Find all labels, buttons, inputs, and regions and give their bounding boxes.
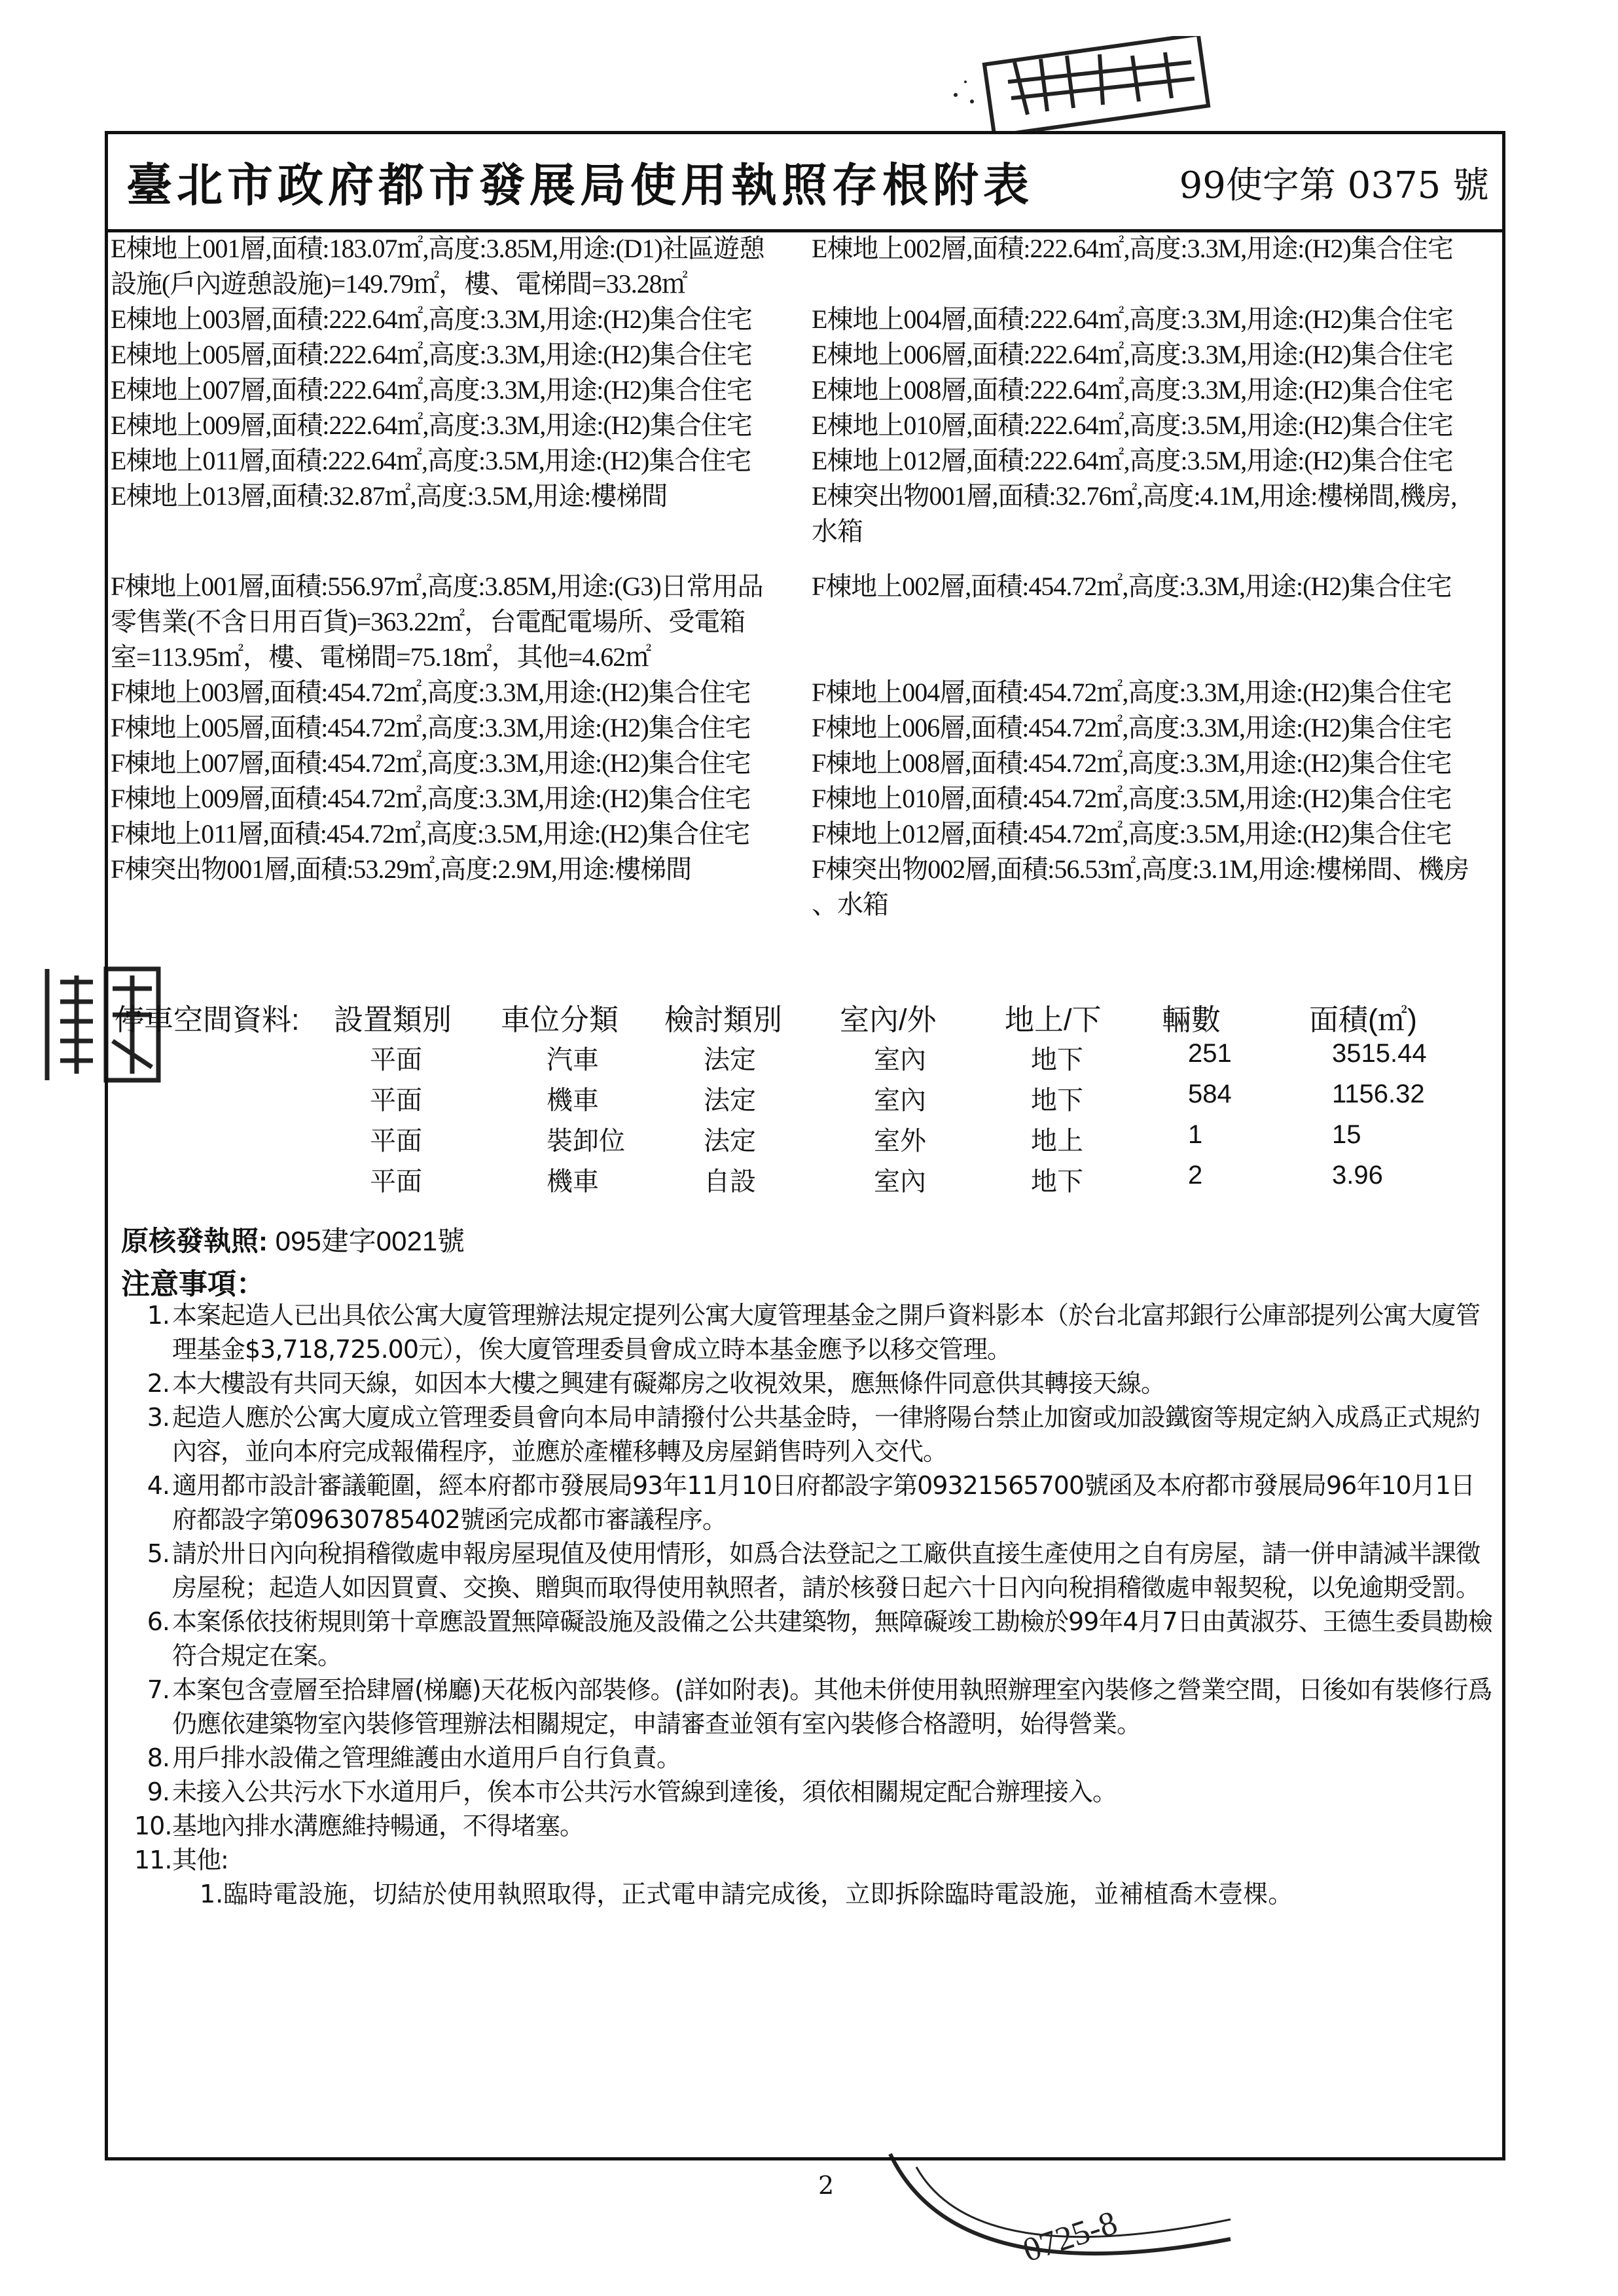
floor-entry-line: F棟地上010層,面積:454.72㎡,高度:3.5M,用途:(H2)集合住宅 <box>812 784 1452 813</box>
floor-entry-line: E棟地上002層,面積:222.64㎡,高度:3.3M,用途:(H2)集合住宅 <box>812 234 1453 263</box>
list-item <box>134 1775 1492 1809</box>
notes-title: 注意事項： <box>121 1268 265 1300</box>
table-cell: 室內 <box>874 1046 926 1074</box>
table-cell: 平面 <box>370 1127 422 1156</box>
list-item <box>134 1366 1492 1400</box>
floor-entry-right <box>812 302 1499 337</box>
floor-entry-line: F棟突出物001層,面積:53.29㎡,高度:2.9M,用途:樓梯間 <box>111 854 692 884</box>
table-cell: 裝卸位 <box>547 1127 625 1156</box>
table-row <box>108 1120 1502 1161</box>
note-text: 請於卅日內向稅捐稽徵處申報房屋現值及使用情形，如爲合法登記之工廠供直接生產使用之自有房屋，請一併申請減半課徵房屋稅；起造人如因買賣、交換、贈與而取得使用執照者，請於核發日起六十日內向稅捐稽徵處申報契稅，以免逾期受罰。 <box>172 1539 1481 1602</box>
floor-entry-left <box>111 443 811 479</box>
floor-entry-left <box>111 569 811 675</box>
list-item <box>134 1298 1492 1366</box>
floor-entry-line: 、水箱 <box>812 890 888 919</box>
floor-entry-line: E棟地上012層,面積:222.64㎡,高度:3.5M,用途:(H2)集合住宅 <box>812 446 1453 475</box>
floor-entry-left <box>111 373 811 408</box>
floor-row <box>108 781 1502 816</box>
table-cell: 平面 <box>370 1086 422 1115</box>
parking-table <box>108 1039 1502 1201</box>
floor-entry-left <box>111 302 811 337</box>
table-cell: 室內 <box>874 1086 926 1115</box>
floor-entry-right <box>812 675 1499 710</box>
note-text: 本大樓設有共同天線，如因本大樓之興建有礙鄰房之收視效果，應無條件同意供其轉接天線。 <box>172 1369 1166 1398</box>
list-item <box>134 1673 1492 1741</box>
floor-entry-line: E棟地上004層,面積:222.64㎡,高度:3.3M,用途:(H2)集合住宅 <box>812 304 1453 334</box>
table-cell: 室內 <box>874 1167 926 1196</box>
floor-entry-line: 室=113.95㎡，樓、電梯間=75.18㎡，其他=4.62㎡ <box>111 642 651 672</box>
note-text: 適用都市設計審議範圍，經本府都市發展局93年11月10日府都設字第09321565700號函及本府都市發展局96年10月1日府都設字第09630785402號函完成都市審議程序。 <box>172 1471 1475 1534</box>
floor-entry-line: E棟突出物001層,面積:32.76㎡,高度:4.1M,用途:樓梯間,機房, <box>812 481 1457 511</box>
note-text: 本案包含壹層至拾肆層(梯廳)天花板內部裝修。(詳如附表)。其他未併使用執照辦理室內裝修之營業空間，日後如有裝修行爲仍應依建築物室內裝修管理辦法相關規定，申請審查並領有室內裝修合格證明，始得營業。 <box>172 1675 1492 1738</box>
floor-entry-line: F棟地上011層,面積:454.72㎡,高度:3.5M,用途:(H2)集合住宅 <box>111 819 750 848</box>
floor-row <box>108 710 1502 746</box>
note-number: 9. <box>147 1777 170 1806</box>
floor-entry-line: E棟地上011層,面積:222.64㎡,高度:3.5M,用途:(H2)集合住宅 <box>111 446 751 475</box>
floor-entry-line: 零售業(不含日用百貨)=363.22㎡，台電配電場所、受電箱 <box>111 607 746 636</box>
floor-row <box>108 408 1502 443</box>
list-item <box>134 1400 1492 1468</box>
table-cell: 2 <box>1188 1161 1203 1190</box>
table-cell: 3.96 <box>1332 1161 1383 1190</box>
floor-entry-right <box>812 569 1499 604</box>
floor-entry-right <box>812 710 1499 746</box>
floor-entry-line: E棟地上013層,面積:32.87㎡,高度:3.5M,用途:樓梯間 <box>111 481 668 511</box>
floor-entry-line: F棟地上008層,面積:454.72㎡,高度:3.3M,用途:(H2)集合住宅 <box>812 748 1452 778</box>
floor-row <box>108 302 1502 337</box>
list-item <box>134 1809 1492 1843</box>
page-title: 臺北市政府都市發展局使用執照存根附表 <box>126 158 1034 212</box>
note-number: 7. <box>147 1675 170 1704</box>
table-row <box>108 1161 1502 1201</box>
table-cell: 自設 <box>704 1167 756 1196</box>
floor-entry-right <box>812 746 1499 781</box>
floor-row <box>108 852 1502 922</box>
note-number: 4. <box>147 1471 170 1500</box>
note-number: 5. <box>147 1539 170 1568</box>
parking-col-header: 設置類別 <box>334 1003 452 1036</box>
floor-entry-left <box>111 710 811 746</box>
floor-entry-line: E棟地上001層,面積:183.07㎡,高度:3.85M,用途:(D1)社區遊憩 <box>111 234 764 263</box>
note-number: 1. <box>147 1301 170 1330</box>
table-cell: 法定 <box>704 1127 756 1156</box>
note-text: 未接入公共污水下水道用戶，俟本市公共污水管線到達後，須依相關規定配合辦理接入。 <box>172 1777 1117 1806</box>
floor-entry-left <box>111 408 811 443</box>
table-cell: 平面 <box>370 1167 422 1196</box>
received-stamp <box>877 2141 1244 2291</box>
note-text: 本案係依技術規則第十章應設置無障礙設施及設備之公共建築物，無障礙竣工勘檢於99年4月7日由黃淑芬、王德生委員勘檢符合規定在案。 <box>172 1607 1492 1670</box>
floor-entry-line: E棟地上010層,面積:222.64㎡,高度:3.5M,用途:(H2)集合住宅 <box>812 410 1453 440</box>
floor-entry-left <box>111 852 811 887</box>
table-row <box>108 1080 1502 1120</box>
floor-entry-right <box>812 781 1499 816</box>
note-number: 8. <box>147 1743 170 1772</box>
title-bar <box>108 134 1502 232</box>
floor-entry-line: F棟地上005層,面積:454.72㎡,高度:3.3M,用途:(H2)集合住宅 <box>111 713 751 742</box>
floor-entry-right <box>812 231 1499 266</box>
floor-row <box>108 479 1502 549</box>
table-cell: 1156.32 <box>1332 1080 1425 1108</box>
parking-col-header: 輛數 <box>1162 1003 1221 1036</box>
list-item <box>134 1605 1492 1673</box>
note-number: 10. <box>134 1812 172 1840</box>
note-number: 3. <box>147 1403 170 1432</box>
parking-col-header: 室內/外 <box>840 1003 937 1036</box>
table-cell: 地下 <box>1031 1167 1083 1196</box>
table-cell: 室外 <box>874 1127 926 1156</box>
note-number: 2. <box>147 1369 170 1398</box>
notes-list <box>134 1298 1492 1911</box>
floor-entry-right <box>812 443 1499 479</box>
original-permit-value: 095建字0021號 <box>275 1226 465 1256</box>
permit-number: 99使字第 0375 號 <box>1179 164 1489 207</box>
floor-entry-right <box>812 816 1499 852</box>
table-cell: 地下 <box>1031 1046 1083 1074</box>
parking-col-header: 地上/下 <box>1005 1003 1102 1036</box>
sub-note: 1.臨時電設施，切結於使用執照取得，正式電申請完成後，立即拆除臨時電設施，並補植喬木壹棵。 <box>200 1880 1293 1908</box>
floor-entry-line: F棟地上012層,面積:454.72㎡,高度:3.5M,用途:(H2)集合住宅 <box>812 819 1452 848</box>
floor-entry-right <box>812 479 1499 549</box>
parking-label: 停車空間資料: <box>115 1003 300 1036</box>
floor-entry-line: 設施(戶內遊憩設施)=149.79㎡，樓、電梯間=33.28㎡ <box>111 269 687 299</box>
parking-header <box>108 996 1502 1035</box>
floor-row <box>108 231 1502 302</box>
official-seal-top <box>943 36 1224 134</box>
floor-entry-line: E棟地上009層,面積:222.64㎡,高度:3.3M,用途:(H2)集合住宅 <box>111 410 752 440</box>
original-permit-label: 原核發執照: <box>121 1226 268 1256</box>
list-item <box>134 1741 1492 1775</box>
table-cell: 汽車 <box>547 1046 599 1074</box>
floor-entry-right <box>812 408 1499 443</box>
floor-entry-right <box>812 337 1499 373</box>
floor-entry-line: F棟地上003層,面積:454.72㎡,高度:3.3M,用途:(H2)集合住宅 <box>111 678 751 707</box>
floor-entry-line: F棟地上001層,面積:556.97㎡,高度:3.85M,用途:(G3)日常用品 <box>111 572 763 601</box>
table-cell: 法定 <box>704 1086 756 1115</box>
floor-entry-left <box>111 746 811 781</box>
floor-row <box>108 569 1502 675</box>
table-cell: 584 <box>1188 1080 1232 1108</box>
floor-entry-line: 水箱 <box>812 517 863 546</box>
list-item <box>134 1537 1492 1605</box>
floor-entry-left <box>111 479 811 514</box>
floor-entry-line: F棟地上004層,面積:454.72㎡,高度:3.3M,用途:(H2)集合住宅 <box>812 678 1452 707</box>
note-text: 起造人應於公寓大廈成立管理委員會向本局申請撥付公共基金時，一律將陽台禁止加窗或加設鐵窗等規定納入成爲正式規約內容，並向本府完成報備程序，並應於產權移轉及房屋銷售時列入交代。 <box>172 1403 1481 1466</box>
table-cell: 15 <box>1332 1120 1361 1149</box>
floor-row <box>108 337 1502 373</box>
table-cell: 3515.44 <box>1332 1039 1427 1068</box>
document-frame <box>105 131 1505 2160</box>
note-text: 基地內排水溝應維持暢通，不得堵塞。 <box>172 1812 584 1840</box>
floor-entry-line: E棟地上005層,面積:222.64㎡,高度:3.3M,用途:(H2)集合住宅 <box>111 340 752 369</box>
original-permit <box>121 1220 465 1259</box>
floor-entry-line: F棟地上002層,面積:454.72㎡,高度:3.3M,用途:(H2)集合住宅 <box>812 572 1452 601</box>
floor-entry-line: E棟地上008層,面積:222.64㎡,高度:3.3M,用途:(H2)集合住宅 <box>812 375 1453 405</box>
table-cell: 地上 <box>1031 1127 1083 1156</box>
floor-entry-left <box>111 337 811 373</box>
parking-col-header: 面積(㎡) <box>1309 1003 1417 1036</box>
table-cell: 1 <box>1188 1120 1203 1149</box>
note-text: 其他: <box>172 1846 228 1874</box>
table-cell: 地下 <box>1031 1086 1083 1115</box>
note-number: 11. <box>134 1846 172 1874</box>
page-number: 2 <box>818 2171 835 2200</box>
table-cell: 法定 <box>704 1046 756 1074</box>
floor-entry-left <box>111 781 811 816</box>
floor-entry-line: E棟地上006層,面積:222.64㎡,高度:3.3M,用途:(H2)集合住宅 <box>812 340 1453 369</box>
floor-entry-right <box>812 373 1499 408</box>
floor-entry-line: E棟地上003層,面積:222.64㎡,高度:3.3M,用途:(H2)集合住宅 <box>111 304 752 334</box>
floor-row <box>108 443 1502 479</box>
floor-list <box>108 231 1502 922</box>
floor-entry-left <box>111 231 811 302</box>
svg-text:0725-8: 0725-8 <box>1018 2204 1122 2270</box>
floor-row <box>108 816 1502 852</box>
table-cell: 平面 <box>370 1046 422 1074</box>
table-cell: 251 <box>1188 1039 1232 1068</box>
floor-entry-right <box>812 852 1499 922</box>
parking-col-header: 車位分類 <box>501 1003 619 1036</box>
floor-entry-line: F棟突出物002層,面積:56.53㎡,高度:3.1M,用途:樓梯間、機房 <box>812 854 1469 884</box>
floor-entry-left <box>111 675 811 710</box>
floor-entry-left <box>111 816 811 852</box>
table-row <box>108 1039 1502 1080</box>
floor-row <box>108 675 1502 710</box>
table-cell: 機車 <box>547 1086 599 1115</box>
parking-col-header: 檢討類別 <box>664 1003 783 1036</box>
floor-entry-line: E棟地上007層,面積:222.64㎡,高度:3.3M,用途:(H2)集合住宅 <box>111 375 752 405</box>
floor-entry-line: F棟地上006層,面積:454.72㎡,高度:3.3M,用途:(H2)集合住宅 <box>812 713 1452 742</box>
note-number: 6. <box>147 1607 170 1636</box>
table-cell: 機車 <box>547 1167 599 1196</box>
list-item <box>134 1843 1492 1877</box>
note-text: 本案起造人已出具依公寓大廈管理辦法規定提列公寓大廈管理基金之開戶資料影本（於台北富邦銀行公庫部提列公寓大廈管理基金$3,718,725.00元），俟大廈管理委員會成立時本基金應予以移交管理。 <box>172 1301 1481 1364</box>
floor-row <box>108 373 1502 408</box>
floor-row <box>108 746 1502 781</box>
list-item <box>134 1468 1492 1537</box>
floor-entry-line: F棟地上007層,面積:454.72㎡,高度:3.3M,用途:(H2)集合住宅 <box>111 748 751 778</box>
floor-entry-line: F棟地上009層,面積:454.72㎡,高度:3.3M,用途:(H2)集合住宅 <box>111 784 751 813</box>
note-text: 用戶排水設備之管理維護由水道用戶自行負責。 <box>172 1743 681 1772</box>
